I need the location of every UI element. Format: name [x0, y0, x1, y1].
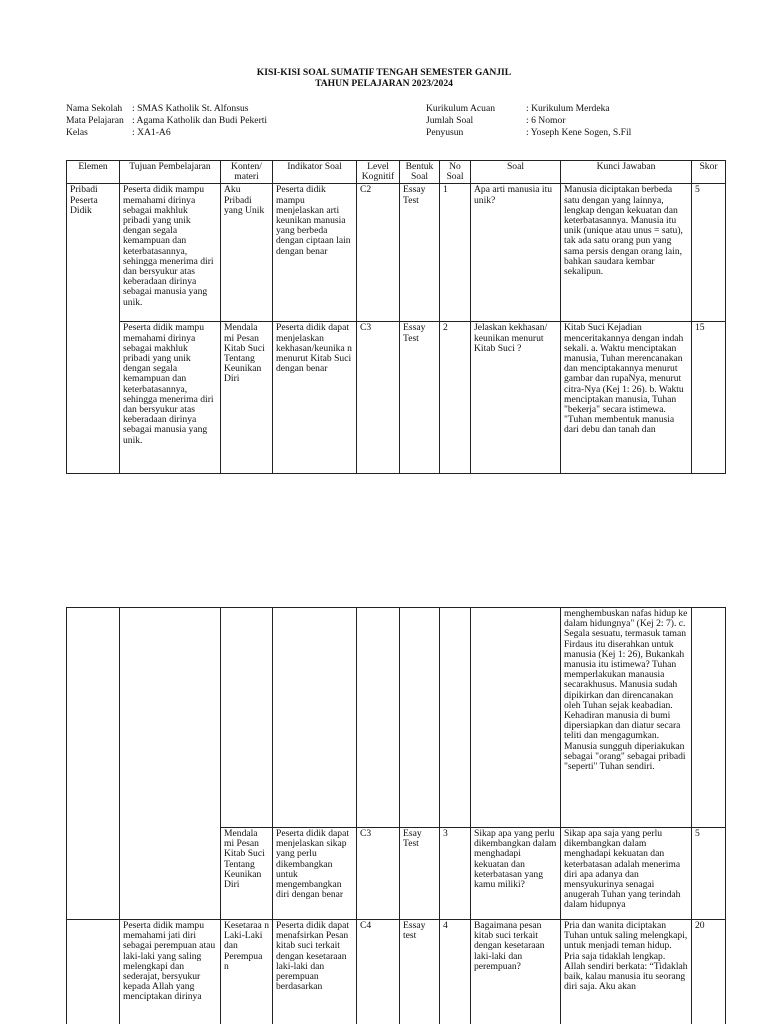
cell-skor: 15: [692, 322, 726, 474]
meta-class: [66, 128, 171, 138]
cell-soal: Sikap apa yang perlu dikembangkan dalam menghadapi kekuatan dan keterbatasan yang kamu miliki?: [471, 828, 561, 920]
cell-konten: Aku Pribadi yang Unik: [221, 184, 273, 322]
meta-label: Nama Sekolah: [66, 103, 123, 114]
header-indikator: Indikator Soal: [273, 161, 357, 184]
meta-value: : SMAS Katholik St. Alfonsus: [132, 103, 249, 114]
header-bentuk: Bentuk Soal: [400, 161, 440, 184]
table-header-row: [67, 161, 726, 184]
meta-value: : Agama Katholik dan Budi Pekerti: [132, 115, 268, 126]
page2-clip: [66, 607, 728, 1024]
meta-value: : 6 Nomor: [526, 115, 566, 126]
cell-kunci: Manusia diciptakan berbeda satu dengan yang lainnya, lengkap dengan kekuatan dan keterbatasannya. Manusia itu unik (unique atau unus = satu), tak ada satu orang pun yang sama persis dengan orang lain, bahkan saudara kembar sekalipun.: [561, 184, 692, 322]
cell-indikator: Peserta didik dapat menafsirkan Pesan kitab suci terkait dengan kesetaraan laki-laki dan perempuan berdasarkan: [273, 920, 357, 1024]
cell-elemen: [67, 608, 120, 920]
cell-no: 3: [440, 828, 471, 920]
grid-table-page2: [66, 607, 726, 1024]
cell-skor: 20: [692, 920, 726, 1024]
cell-soal: Jelaskan kekhasan/ keunikan menurut Kitab Suci ?: [471, 322, 561, 474]
cell-no: 2: [440, 322, 471, 474]
cell-elemen: Pribadi Peserta Didik: [67, 184, 120, 474]
meta-label: Jumlah Soal: [426, 115, 474, 126]
cell-indikator: Peserta didik dapat menjelaskan sikap yang perlu dikembangkan untuk mengembangkan diri dengan benar: [273, 828, 357, 920]
header-soal: Soal: [471, 161, 561, 184]
cell-bentuk: Essay test: [400, 920, 440, 1024]
cell-skor: 5: [692, 828, 726, 920]
document-subtitle: TAHUN PELAJARAN 2023/2024: [315, 78, 453, 89]
cell-soal: Apa arti manusia itu unik?: [471, 184, 561, 322]
cell-bentuk: Essay Test: [400, 322, 440, 474]
cell-elemen: [67, 920, 120, 1024]
cell-indikator: [273, 608, 357, 828]
cell-kunci: Sikap apa saja yang perlu dikembangkan dalam menghadapi kekuatan dan keterbatasan adalah menerima diri apa adanya dan mensyukurinya senagai anugerah Tuhan yang terindah dalam hidupnya: [561, 828, 692, 920]
cell-level: C4: [357, 920, 400, 1024]
meta-question-count: [426, 116, 565, 126]
header-skor: Skor: [692, 161, 726, 184]
meta-value: : Kurikulum Merdeka: [526, 103, 610, 114]
cell-no: 4: [440, 920, 471, 1024]
meta-school: [66, 104, 248, 114]
cell-konten: Kesetaraa n Laki-Laki dan Perempua n: [221, 920, 273, 1024]
cell-soal: [471, 608, 561, 828]
header-elemen: Elemen: [67, 161, 120, 184]
cell-level: C2: [357, 184, 400, 322]
meta-label: Penyusun: [426, 127, 464, 138]
cell-level: C3: [357, 828, 400, 920]
cell-tujuan: Peserta didik mampu memahami jati diri sebagai perempuan atau laki-laki yang saling melengkapi dan sederajat, bersyukur kepada Allah yang menciptakan dirinya: [120, 920, 221, 1024]
cell-bentuk: Esay Test: [400, 828, 440, 920]
cell-indikator: Peserta didik dapat menjelaskan kekhasan/keunika n menurut Kitab Suci dengan benar: [273, 322, 357, 474]
cell-tujuan: Peserta didik mampu memahami dirinya sebagai makhluk pribadi yang unik dengan segala kemampuan dan keterbatasannya, sehingga menerima diri dan bersyukur atas keberadaan dirinya sebagai manusia yang unik.: [120, 184, 221, 322]
header-level: Level Kognitif: [357, 161, 400, 184]
header-kunci: Kunci Jawaban: [561, 161, 692, 184]
table-row: [67, 184, 726, 322]
document-title: KISI-KISI SOAL SUMATIF TENGAH SEMESTER GANJIL: [256, 67, 512, 78]
header-no: No Soal: [440, 161, 471, 184]
table-row: [67, 608, 726, 828]
cell-konten: Mendala mi Pesan Kitab Suci Tentang Keunikan Diri: [221, 322, 273, 474]
meta-label: Kelas: [66, 127, 88, 138]
cell-konten: [221, 608, 273, 828]
cell-no: [440, 608, 471, 828]
cell-bentuk: [400, 608, 440, 828]
cell-konten: Mendala mi Pesan Kitab Suci Tentang Keunikan Diri: [221, 828, 273, 920]
cell-kunci: Kitab Suci Kejadian menceritakannya dengan indah sekali. a. Waktu menciptakan manusia, Tuhan merencanakan dan menciptakannya menurut gambar dan rupaNya, menurut citra-Nya (Kej 1: 26). b. Waktu menciptakan manusia, Tuhan "bekerja" secara istimewa. "Tuhan membentuk manusia dari debu dan tanah dan: [561, 322, 692, 474]
grid-table-page1: [66, 160, 726, 474]
meta-label: Kurikulum Acuan: [426, 103, 496, 114]
meta-curriculum: [426, 104, 610, 114]
meta-value: : XA1-A6: [132, 127, 171, 138]
cell-level: C3: [357, 322, 400, 474]
header-tujuan: Tujuan Pembelajaran: [120, 161, 221, 184]
cell-tujuan: [120, 608, 221, 920]
cell-bentuk: Essay Test: [400, 184, 440, 322]
table-row: [67, 322, 726, 474]
meta-author: [426, 128, 631, 138]
meta-value: : Yoseph Kene Sogen, S.Fil: [526, 127, 632, 138]
cell-kunci: Pria dan wanita diciptakan Tuhan untuk saling melengkapi, untuk menjadi teman hidup. Pria saja tidaklah lengkap. Allah sendiri berkata: “Tidaklah baik, kalau manusia itu seorang diri saja. Aku akan: [561, 920, 692, 1024]
cell-skor: 5: [692, 184, 726, 322]
cell-skor: [692, 608, 726, 828]
meta-label: Mata Pelajaran: [66, 115, 124, 126]
cell-no: 1: [440, 184, 471, 322]
cell-level: [357, 608, 400, 828]
cell-tujuan: Peserta didik mampu memahami dirinya sebagai makhluk pribadi yang unik dengan segala kemampuan dan keterbatasannya, sehingga menerima diri dan bersyukur atas keberadaan dirinya sebagai manusia yang unik.: [120, 322, 221, 474]
cell-indikator: Peserta didik mampu menjelaskan arti keunikan manusia yang berbeda dengan ciptaan lain dengan benar: [273, 184, 357, 322]
header-konten: Konten/ materi: [221, 161, 273, 184]
cell-soal: Bagaimana pesan kitab suci terkait dengan kesetaraan laki-laki dan perempuan?: [471, 920, 561, 1024]
cell-kunci: menghembuskan nafas hidup ke dalam hidungnya" (Kej 2: 7). c. Segala sesuatu, termasuk taman Firdaus itu diserahkan untuk manusia (Kej 1: 26), Bukankah manusia itu istimewa? Tuhan memperlakukan manausia secarakhusus. Manusia sudah dipikirkan dan direncanakan oleh Tuhan sejak keabadian. Kehadiran manusia di bumi dipersiapkan dan diatur secara teliti dan mengagumkan. Manusia sungguh diperiakukan sebagai "orang" sebagai pribadi "seperti" Tuhan sendiri.: [561, 608, 692, 828]
table-row: [67, 920, 726, 1024]
meta-subject: [66, 116, 267, 126]
